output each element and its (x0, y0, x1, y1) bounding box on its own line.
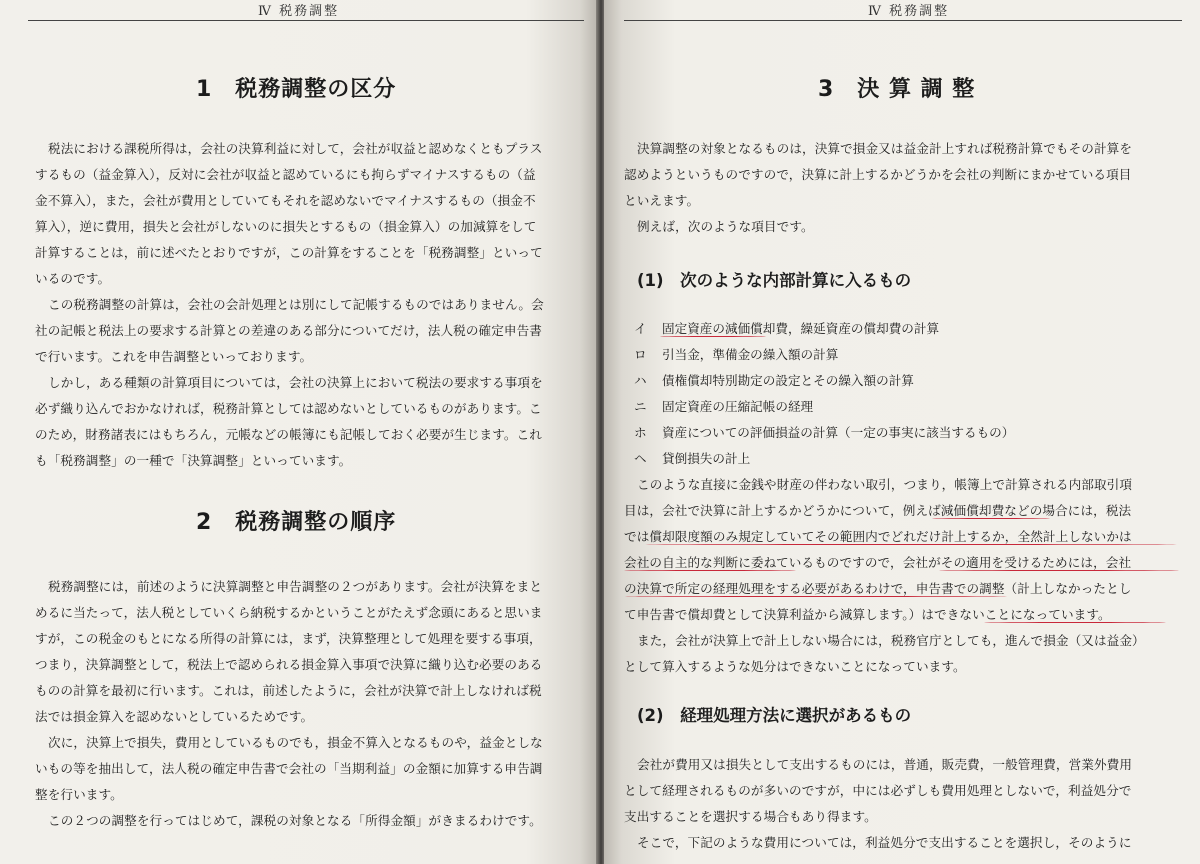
body-line: いるのです。 (35, 271, 111, 286)
left-page (0, 0, 598, 864)
list-item: 固定資産の圧縮記帳の経理 (662, 399, 814, 414)
section-title: 3 決 算 調 整 (818, 77, 976, 102)
subsection-title: (1) 次のような内部計算に入るもの (637, 271, 912, 290)
list-item-marker: ニ (634, 399, 647, 414)
body-line: 税法における課税所得は，会社の決算利益に対して，会社が収益と認めなくともプラス (48, 141, 543, 156)
body-line: のため，財務諸表にはもちろん，元帳などの帳簿にも記帳しておく必要が生じます。これ (35, 427, 542, 442)
body-line: ものの計算を最初に行います。これは，前述したように，会社が決算で計上しなければ税 (35, 683, 542, 698)
body-line: 例えば，次のような項目です。 (637, 219, 814, 234)
body-line: そこで，下記のような費用については，利益処分で支出することを選択し，そのように (637, 835, 1132, 850)
body-line: 必ず織り込んでおかなければ，税務計算としては認めないとしているものがあります。こ (35, 401, 542, 416)
body-line: 法では損金算入を認めないとしているためです。 (35, 709, 314, 724)
body-line: 次に，決算上で損失，費用としているものでも，損金不算入となるものや，益金としな (48, 735, 543, 750)
running-head: Ⅳ 税務調整 (258, 4, 340, 19)
subsection-title: (2) 経理処理方法に選択があるもの (637, 706, 912, 725)
body-line: 支出することを選択する場合もあり得ます。 (624, 809, 877, 824)
body-line: 算入），逆に費用，損失と会社がしないのに損失とするもの（損金算入）の加減算をして (35, 219, 537, 234)
body-line: このような直接に金銭や財産の伴わない取引，つまり，帳簿上で計算される内部取引項 (637, 477, 1133, 492)
list-item: 引当金，準備金の繰入額の計算 (662, 347, 839, 362)
body-line: 計算することは，前に述べたとおりですが，この計算をすることを「税務調整」といって (35, 245, 543, 260)
body-line: 整を行います。 (35, 787, 123, 802)
list-item: 資産についての評価損益の計算（一定の事実に該当するもの） (662, 425, 1015, 440)
body-line: も「税務調整」の一種で「決算調整」といっています。 (35, 453, 352, 468)
red-underline (939, 570, 1179, 571)
section-title: 1 税務調整の区分 (196, 77, 397, 102)
body-line: 会社の自主的な判断に委ねているものですので，会社がその適用を受けるためには，会社 (624, 555, 1132, 570)
running-head: Ⅳ 税務調整 (868, 4, 950, 19)
red-underline (644, 544, 1178, 545)
body-line: 社の記帳と税法上の要求する計算との差違のある部分についてだけ，法人税の確定申告書 (35, 323, 542, 338)
body-line: 金不算入），また，会社が費用としていてもそれを認めないでマイナスするもの（損金不 (35, 193, 536, 208)
body-line: いもの等を抽出して，法人税の確定申告書で会社の「当期利益」の金額に加算する申告調 (35, 761, 543, 776)
red-underline (624, 570, 796, 571)
body-line: この税務調整の計算は，会社の会計処理とは別にして記帳するものではありません。会 (48, 297, 544, 312)
list-item: 債権償却特別勘定の設定とその繰入額の計算 (662, 373, 914, 388)
body-line: といえます。 (624, 193, 700, 208)
body-line: 認めようというものですので，決算に計上するかどうかを会社の判断にまかせている項目 (624, 167, 1132, 182)
body-line: で行います。これを申告調整といっております。 (35, 349, 313, 364)
body-line: つまり，決算調整として，税法上で認められる損金算入事項で決算に織り込む必要のある (35, 657, 543, 672)
red-underline (660, 336, 766, 337)
list-item: 貸倒損失の計上 (662, 451, 751, 466)
body-line: として経理されるものが多いのですが，中には必ずしも費用処理としないで，利益処分で (624, 783, 1132, 798)
body-line: 会社が費用又は損失として支出するものには，普通，販売費，一般管理費，営業外費用 (637, 757, 1133, 772)
body-line: では償却限度額のみ規定していてその範囲内でどれだけ計上するか，全然計上しないかは (624, 529, 1132, 544)
list-item-marker: イ (634, 321, 647, 336)
header-rule (28, 20, 584, 21)
red-underline (984, 622, 1166, 623)
body-line: しかし，ある種類の計算項目については，会社の決算上において税法の要求する事項を (48, 375, 543, 390)
body-line: 決算調整の対象となるものは，決算で損金又は益金計上すれば税務計算でもその計算を (637, 141, 1133, 156)
body-line: この２つの調整を行ってはじめて，課税の対象となる「所得金額」がきまるわけです。 (48, 813, 542, 828)
section-title: 2 税務調整の順序 (196, 510, 397, 535)
list-item-marker: ヘ (634, 451, 647, 466)
body-line: として算入するような処分はできないことになっています。 (624, 659, 966, 674)
body-line: また，会社が決算上で計上しない場合には，税務官庁としても，進んで損金（又は益金） (637, 633, 1145, 648)
list-item-marker: ホ (634, 425, 647, 440)
header-rule (624, 20, 1182, 21)
list-item: 固定資産の減価償却費，繰延資産の償却費の計算 (662, 321, 940, 336)
list-item-marker: ハ (634, 373, 647, 388)
list-item-marker: ロ (634, 347, 647, 362)
body-line: 税務調整には，前述のように決算調整と申告調整の２つがあります。会社が決算をまと (48, 579, 543, 594)
red-underline (624, 596, 1008, 597)
red-underline (932, 518, 1050, 519)
right-page (604, 0, 1200, 864)
body-line: するもの（益金算入），反対に会社が収益と認めているにも拘らずマイナスするもの（益 (35, 167, 536, 182)
body-line: 目は，会社で決算に計上するかどうかについて，例えば減価償却費などの場合には，税法 (624, 503, 1132, 518)
body-line: の決算で所定の経理処理をする必要があるわけで，申告書での調整（計上しなかったとし (624, 581, 1132, 596)
body-line: て申告書で償却費として決算利益から減算します。）はできないことになっています。 (624, 607, 1111, 622)
body-line: めるに当たって，法人税としていくら納税するかということがたえず念頭にあると思いま (35, 605, 543, 620)
body-line: すが，この税金のもとになる所得の計算には，まず，決算整理として処理を要する事項， (35, 631, 542, 646)
